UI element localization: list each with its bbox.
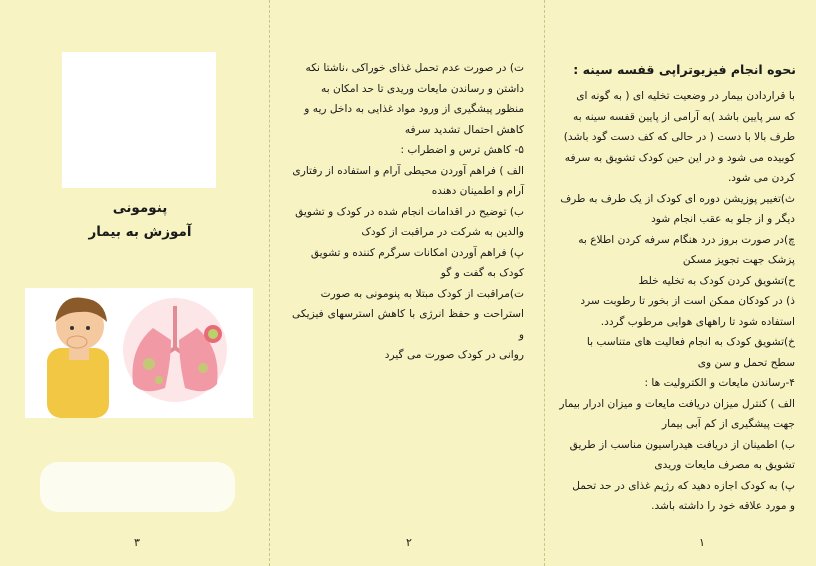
text-line: منظور پیشگیری از ورود مواد غذایی به داخل ریه و [304, 103, 524, 115]
text-line: آرام و اطمینان دهنده [431, 185, 524, 197]
text-line: ذ) در کودکان ممکن است از بخور تا رطوبت سرد [580, 295, 795, 307]
text-line: کودک به گفت و گو [440, 267, 524, 279]
text-line: ب) اطمینان از دریافت هیدراسیون مناسب از طریق [569, 438, 795, 451]
text-line: ت)مراقبت از کودک مبتلا به پنومونی به صورت [320, 287, 524, 300]
page-number: ۳ [134, 536, 140, 549]
text-line: کوبیده می شود و در این حین کودک تشویق به سرفه [564, 151, 795, 164]
page-three [0, 0, 270, 566]
title-line-1: پنومونی [112, 200, 168, 216]
page-number: ۲ [406, 536, 412, 549]
text-line: جهت پیشگیری از کم آبی بیمار [662, 418, 795, 430]
page-one [545, 0, 816, 566]
text-line: والدین به شرکت در مراقبت از کودک [361, 226, 524, 238]
blurred-logo-area [40, 462, 235, 512]
page-two-text [292, 58, 524, 366]
text-line: ت) در صورت عدم تحمل غذای خوراکی ،ناشتا نکه [305, 62, 524, 74]
text-line: سطح تحمل و سن وی [697, 356, 795, 369]
text-line: ح)تشویق کردن کودک به تخلیه خلط [638, 274, 795, 287]
title-line-2: آموزش به بیمار [88, 224, 192, 240]
text-line: استراحت و حفظ انرژی با کاهش استرسهای فیزیکی و [292, 308, 524, 341]
page-two [270, 0, 545, 566]
text-line: کاهش احتمال تشدید سرفه [404, 123, 524, 136]
text-line: داشتن و رساندن مایعات وریدی تا حد امکان به [321, 82, 524, 95]
text-line: طرف بالا با دست ( در حالی که کف دست گود باشد) [563, 131, 795, 143]
text-line: پزشک جهت تجویز مسکن [682, 254, 795, 266]
text-line: ۵- کاهش ترس و اضطراب : [400, 144, 524, 156]
text-line: ب) توضیح در اقدامات انجام شده در کودک و تشویق [295, 205, 524, 218]
text-line: پ) به کودک اجازه دهید که رژیم غذای در حد تحمل [572, 479, 795, 492]
child-lungs-illustration [25, 288, 253, 418]
text-line: الف ) کنترل میزان دریافت مایعات و میزان ادرار بیمار [559, 397, 795, 410]
page-one-text [553, 86, 795, 517]
text-line: چ)در صورت بروز درد هنگام سرفه کردن اطلاع به [578, 233, 795, 246]
section-heading: نحوه انجام فیزیوتراپی قفسه سینه : [573, 62, 796, 77]
page-number: ۱ [699, 536, 705, 549]
text-line: با قراردادن بیمار در وضعیت تخلیه ای ( به گونه ای [576, 90, 795, 102]
brochure-title [40, 196, 240, 244]
text-line: دیگر و از جلو به عقب انجام شود [651, 213, 795, 225]
text-line: تشویق به مصرف مایعات وریدی [654, 459, 795, 471]
text-line: ث)تغییر پوزیشن دوره ای کودک از یک طرف به طرف [560, 192, 795, 205]
text-line: که سر پایین باشد )به آرامی از پایین قفسه سینه به [573, 110, 795, 123]
text-line: روانی در کودک صورت می گیرد [384, 349, 524, 361]
text-line: خ)تشویق کودک به انجام فعالیت های متناسب با [586, 336, 795, 348]
text-line: پ) فراهم آوردن امکانات سرگرم کننده و تشویق [310, 246, 524, 259]
text-line: استفاده شود تا راههای هوایی مرطوب گردد. [600, 315, 795, 328]
text-line: الف ) فراهم آوردن محیطی آرام و استفاده از رفتاری [292, 164, 524, 177]
text-line: ۴-رساندن مایعات و الکترولیت ها : [644, 377, 795, 389]
text-line: و مورد علاقه خود را داشته باشد. [651, 500, 795, 512]
cover-photo-placeholder [62, 52, 216, 188]
text-line: کردن می شود. [727, 172, 795, 184]
